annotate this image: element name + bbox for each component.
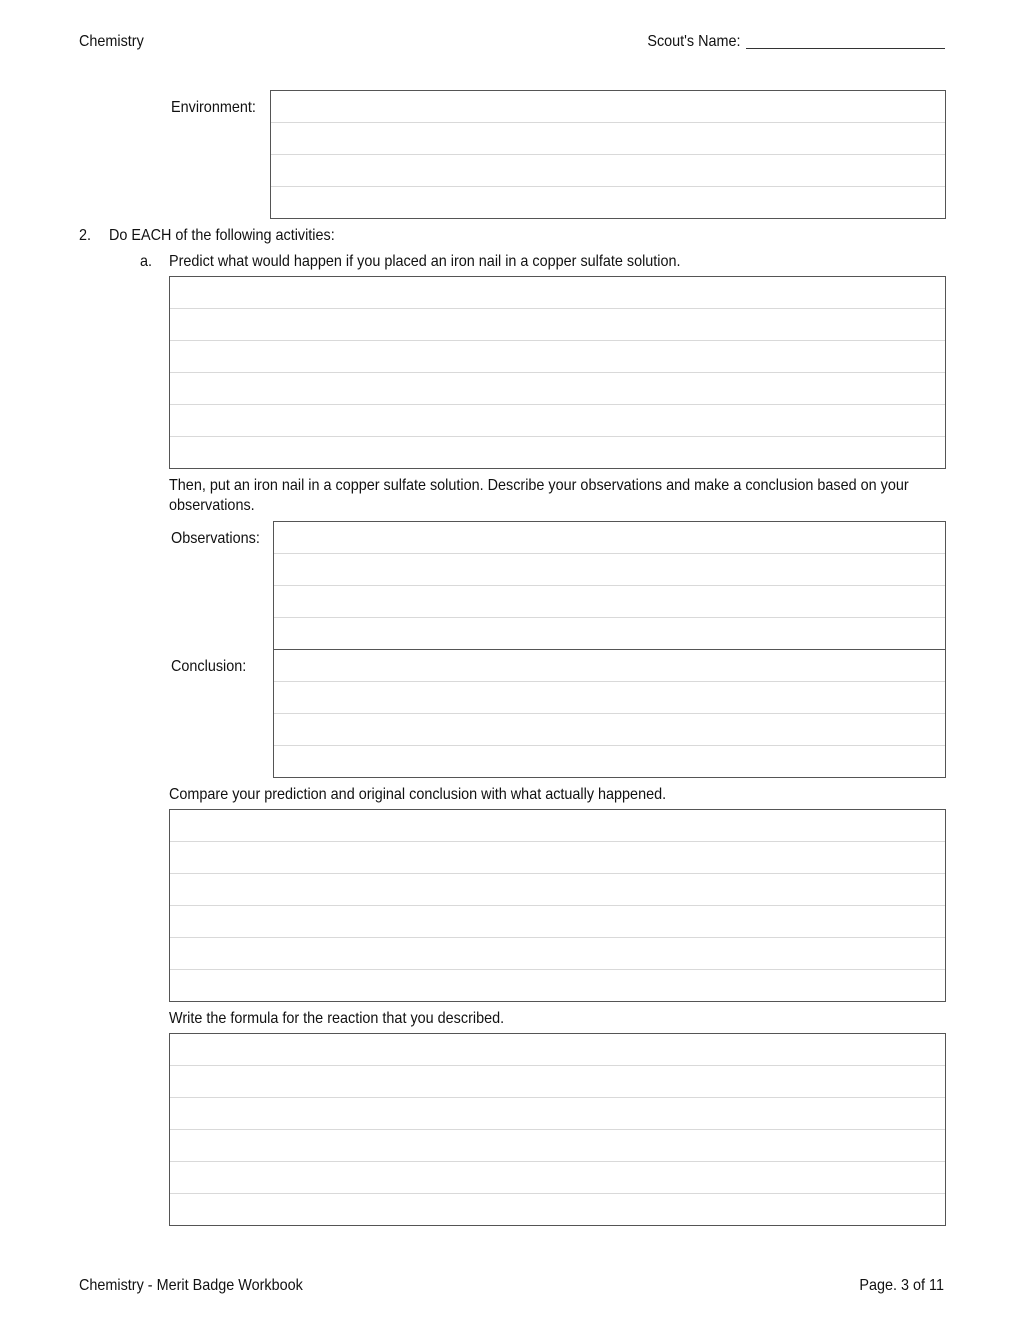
scout-name-field[interactable] [746,48,945,49]
formula-answer-box[interactable] [169,1033,946,1226]
answer-line [170,1162,945,1194]
answer-line [170,1130,945,1162]
footer-title: Chemistry - Merit Badge Workbook [79,1277,303,1294]
section-number: 2. [79,227,92,244]
answer-line [170,1194,945,1225]
answer-line [271,155,945,187]
answer-line [170,1066,945,1098]
answer-line [274,522,945,554]
item-letter: a. [140,253,153,270]
answer-line [274,746,945,777]
environment-answer-box[interactable] [270,90,946,219]
answer-line [274,618,945,649]
answer-line [170,938,945,970]
environment-label: Environment: [171,99,256,116]
answer-line [170,970,945,1001]
answer-line [271,91,945,123]
answer-line [271,187,945,218]
answer-line [274,714,945,746]
compare-prompt: Compare your prediction and original conclusion with what actually happened. [169,786,667,803]
section-title: Do EACH of the following activities: [109,227,335,244]
answer-line [170,906,945,938]
answer-line [170,1034,945,1066]
answer-line [170,341,945,373]
answer-line [274,586,945,618]
answer-line [170,842,945,874]
prediction-prompt: Predict what would happen if you placed an iron nail in a copper sulfate solution. [169,253,681,270]
page-number: Page. 3 of 11 [859,1277,944,1294]
observations-label: Observations: [171,530,260,547]
answer-line [274,682,945,714]
conclusion-label: Conclusion: [171,658,247,675]
answer-line [274,554,945,586]
answer-line [170,277,945,309]
answer-line [170,437,945,468]
answer-line [170,1098,945,1130]
answer-line [170,874,945,906]
answer-line [170,309,945,341]
then-instructions: Then, put an iron nail in a copper sulfate solution. Describe your observations and make a conclusion based on your observations. [169,477,909,514]
answer-line [271,123,945,155]
answer-line [170,405,945,437]
prediction-answer-box[interactable] [169,276,946,469]
answer-line [274,650,945,682]
observations-answer-box[interactable] [273,521,946,650]
answer-line [170,373,945,405]
header-subject: Chemistry [79,33,144,50]
answer-line [170,810,945,842]
conclusion-answer-box[interactable] [273,649,946,778]
compare-answer-box[interactable] [169,809,946,1002]
formula-prompt: Write the formula for the reaction that you described. [169,1010,505,1027]
scout-name-label: Scout's Name: [647,33,741,50]
